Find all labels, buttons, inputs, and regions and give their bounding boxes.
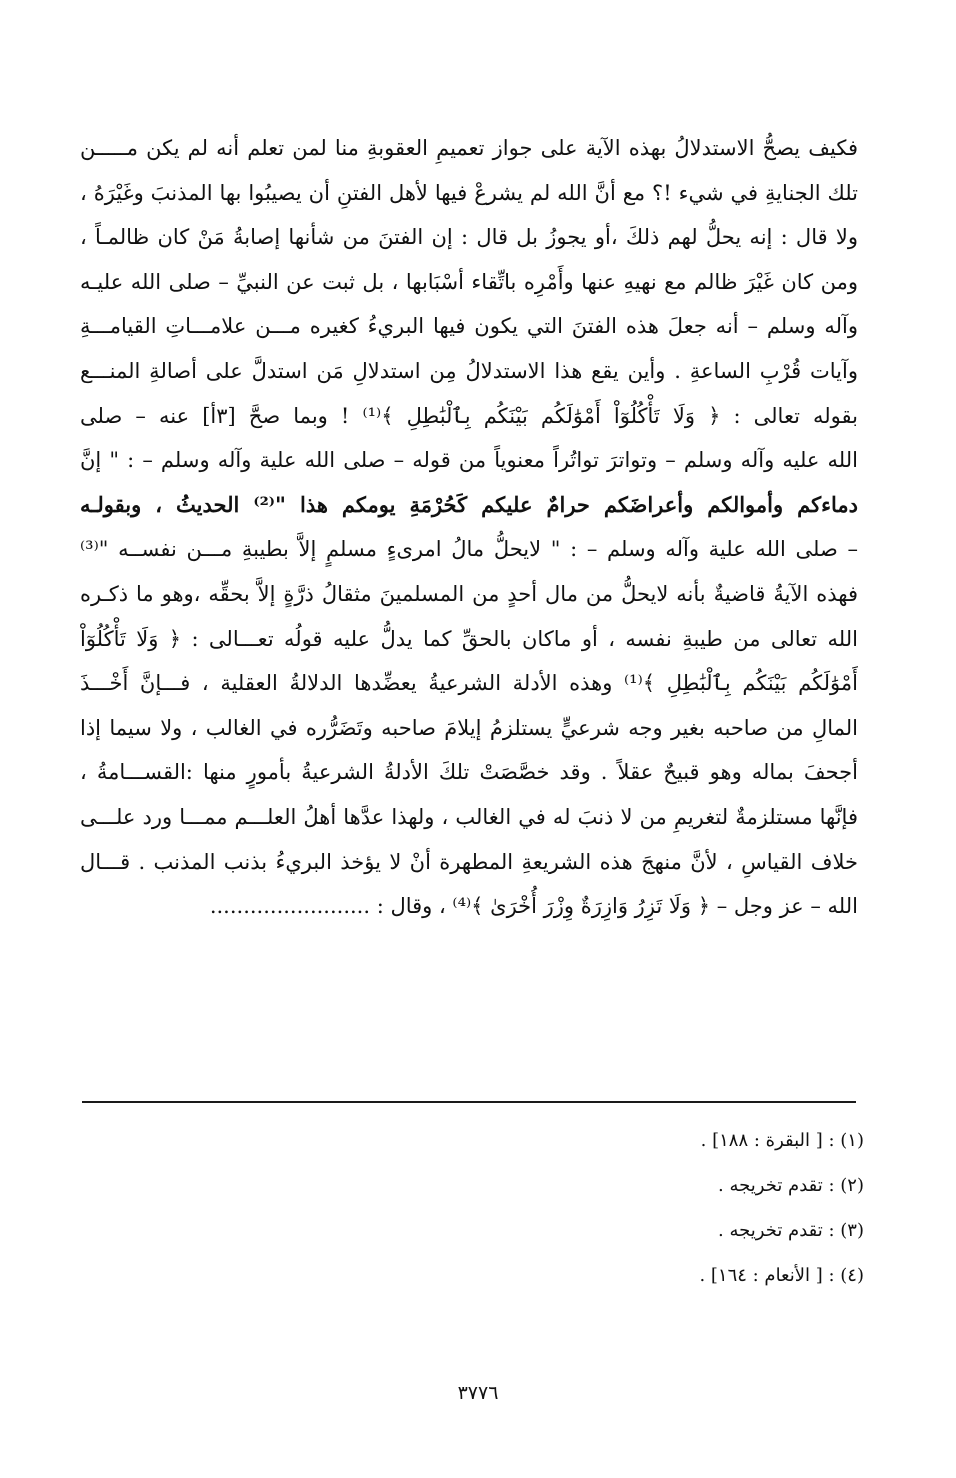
page-number: ٣٧٧٦: [457, 1382, 499, 1404]
footnote-divider: [82, 1101, 856, 1103]
footnote: (٣) : تقدم تخريجه .: [718, 1220, 864, 1241]
text-line: أَمْوَٰلَكُم بَيْنَكُم بِٱلْبَٰطِلِ ﴾⁽¹⁾ وهذه الأدلة الشرعيةُ يعضِّدها الدلالةُ العقلية ، فـــإنَّ أَخْـــذَ: [80, 671, 858, 696]
text-line: بقوله تعالى : ﴿ وَلَا تَأْكُلُوٓاْ أَمْوَٰلَكُم بَيْنَكُم بِٱلْبَٰطِلِ ﴾⁽¹⁾ ! وبما صحَّ [٣أ] عنه – صلى: [80, 403, 858, 428]
text-line: المالِ من صاحبه بغير وجه شرعيٍّ يستلزمُ إيلامَ صاحبه وتَضَرُّره في الغالب ، ولا سيما إذا: [80, 715, 858, 740]
text-line: ومن كان غَيْرَ ظالم مع نهيهِ عنها وأَمْرِه باتِّقاء أسْبَابها ، بل ثبت عن النبيِّ – صلى الله عليـه: [80, 269, 858, 294]
text-line: خلاف القياسِ ، لأنَّ منهجَ هذه الشريعةِ المطهرة أنْ لا يؤخذ البريءُ بذنب المذنب . قـــال: [80, 849, 858, 874]
text-line: الله عليه وآله وسلم – وتواترَ تواتُراً معنوياً من قوله – صلى الله علية وآله وسلم – : " إنَّ: [80, 448, 858, 473]
text-line: ولا قال : إنه يحلُّ لهم ذلكَ ،أو يجوزُ بل قال : إن الفتنَ من شأنها إصابةُ مَنْ كان ظالمـاً ،: [80, 225, 858, 250]
footnote: (٤) : [ الأنعام : ١٦٤] .: [699, 1265, 864, 1286]
text-line: أجحفَ بماله وهو قبيحٌ عقلاً . وقد خصَّصَتْ تلكَ الأدلةُ الشرعيةُ بأمورٍ منها :القســـامةُ ،: [80, 760, 858, 785]
main-text: [80, 126, 858, 929]
footnote: (٢) : تقدم تخريجه .: [718, 1175, 864, 1196]
footnote: (١) : [ البقرة : ١٨٨] .: [700, 1130, 864, 1151]
text-line: الله تعالى من طيبةِ نفسه ، أو ماكان بالحقِّ كما يدلُّ عليه قولُه تعـــالى : ﴿ وَلَا تَأْكُلُوٓاْ: [80, 626, 858, 651]
text-line: – صلى الله علية وآله وسلم – : " لايحلُّ مالُ امرىءٍ مسلمٍ إلاَّ بطيبةِ مـــن نفســه "⁽³⁾: [80, 537, 858, 562]
text-line: تلك الجنايةِ في شيء !؟ مع أنَّ الله لم يشرعْ فيها لأهل الفتنِ أن يصيبُوا بها المذنبَ وغَيْرَهُ ،: [80, 180, 858, 205]
text-line: الله – عز وجل – ﴿ وَلَا تَزِرُ وَازِرَةٌ وِزْرَ أُخْرَىٰ ﴾⁽⁴⁾ ، وقال : ........................: [209, 894, 858, 919]
text-line: وآله وسلم – أنه جعلَ هذه الفتنَ التي يكون فيها البريءُ كغيره مـــن علامـــاتِ القيامـــةِ: [80, 314, 858, 339]
text-line: فكيف يصحُّ الاستدلالُ بهذه الآية على جواز تعميمِ العقوبةِ منا لمن تعلم أنه لم يكن مـــــن: [80, 136, 858, 160]
text-line: فإنَّها مستلزمةٌ لتغريمِ من لا ذنبَ له في الغالب ، ولهذا عدَّها أهلُ العلـــم ممـــا ورد علـــى: [80, 804, 858, 829]
text-line: دماءكم وأموالكم وأعراضَكم حرامٌ عليكم كَحُرْمَةِ يومكم هذا "⁽²⁾ الحديثُ ، وبقولـه: [80, 491, 858, 517]
text-line: وآيات قُرْبِ الساعةِ . وأين يقع هذا الاستدلالُ مِن استدلالِ مَن استدلَّ على أصالةِ المنـــع: [80, 358, 858, 383]
text-line: فهذه الآيةُ قاضيةٌ بأنه لايحلُّ من مال أحدٍ من المسلمينَ مثقالُ ذرَّةٍ إلاَّ بحقِّه ،وهو ما ذكـره: [80, 581, 858, 606]
footnotes: [364, 1118, 864, 1298]
